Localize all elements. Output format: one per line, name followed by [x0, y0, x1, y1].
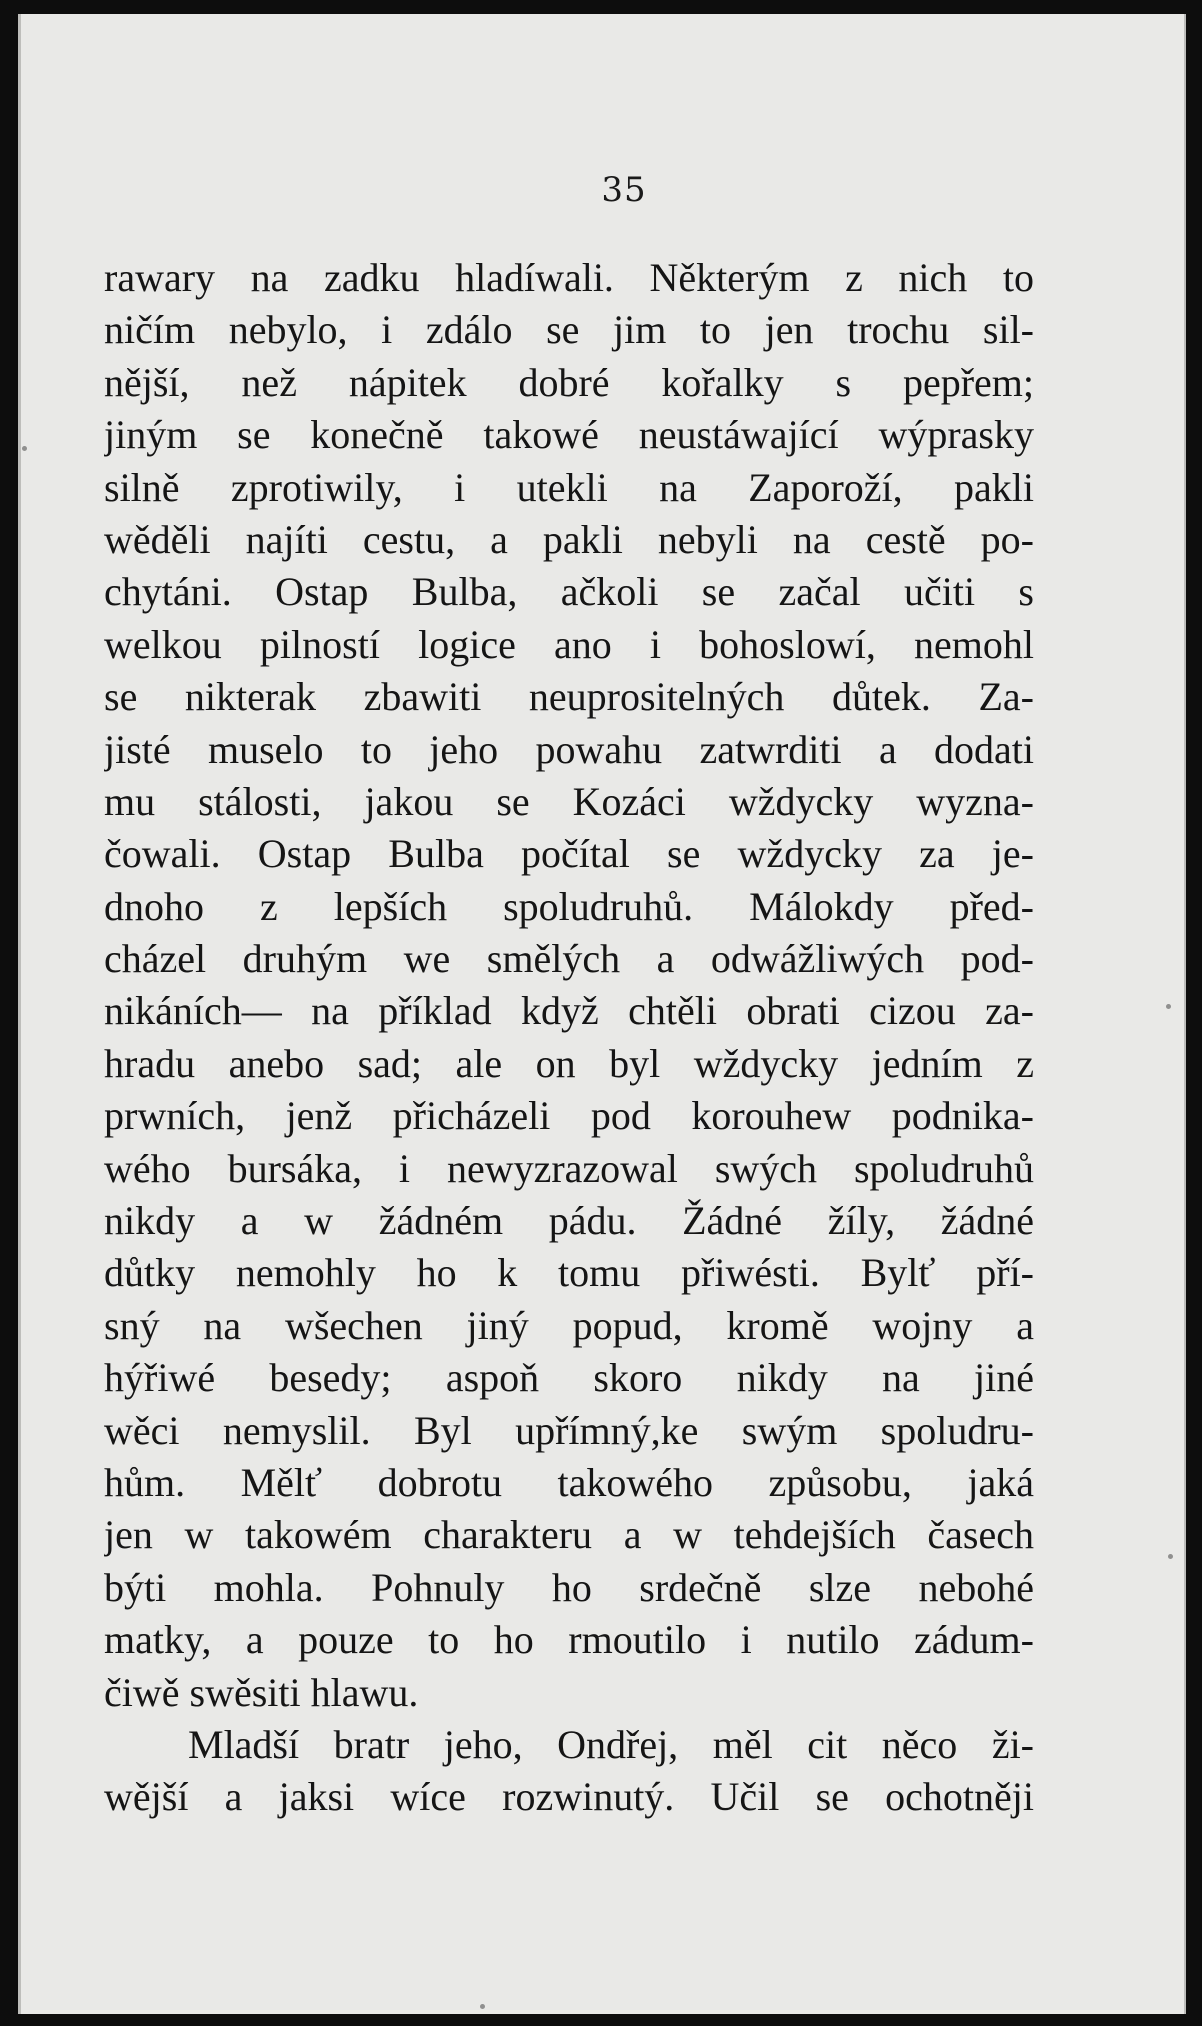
text-line: sný na wšechen jiný popud, kromě wojny a	[104, 1302, 1034, 1348]
scan-speck	[1166, 1004, 1171, 1009]
text-line: se nikterak zbawiti neuprositelných důtek. Za-	[104, 674, 1034, 720]
text-line: mu stálosti, jakou se Kozáci wždycky wyzna-	[104, 778, 1034, 824]
text-line: prwních, jenž přicházeli pod korouhew podnika-	[104, 1093, 1034, 1139]
text-line: hům. Mělť dobrotu takowého způsobu, jaká	[104, 1459, 1034, 1505]
text-line: rawary na zadku hladíwali. Některým z nich to	[104, 255, 1034, 300]
text-line: chytáni. Ostap Bulba, ačkoli se začal učiti s	[104, 569, 1034, 615]
text-line: Mladší bratr jeho, Ondřej, měl cit něco ži-	[188, 1721, 1034, 1767]
page-number: 35	[601, 170, 647, 210]
text-line: nikdy a w žádném pádu. Žádné žíly, žádné	[104, 1198, 1034, 1244]
text-line: důtky nemohly ho k tomu přiwésti. Bylť pří-	[104, 1250, 1034, 1296]
text-line: čiwě swěsiti hlawu.	[104, 1669, 419, 1715]
text-line: cházel druhým we smělých a odwážliwých pod-	[104, 936, 1034, 982]
text-line: silně zprotiwily, i utekli na Zaporoží, pakli	[104, 464, 1034, 510]
text-line: býti mohla. Pohnuly ho srdečně slze nebohé	[104, 1564, 1034, 1610]
text-line: wého bursáka, i newyzrazowal swých spoludruhů	[104, 1145, 1034, 1191]
scan-speck	[1168, 1554, 1173, 1559]
body-text	[104, 252, 1034, 1824]
text-line: nější, než nápitek dobré kořalky s pepřem;	[104, 359, 1034, 405]
text-line: jisté muselo to jeho powahu zatwrditi a dodati	[104, 726, 1034, 772]
scan-speck	[480, 2004, 485, 2009]
text-line: ničím nebylo, i zdálo se jim to jen trochu sil-	[104, 307, 1034, 353]
text-line: wěděli najíti cestu, a pakli nebyli na cestě po-	[104, 516, 1034, 562]
text-line: hýřiwé besedy; aspoň skoro nikdy na jiné	[104, 1355, 1034, 1401]
scan-speck	[22, 446, 27, 451]
text-line: welkou pilností logice ano i bohoslowí, nemohl	[104, 621, 1034, 667]
text-line: wěci nemyslil. Byl upřímný,ke swým spoludru-	[104, 1407, 1034, 1453]
text-line: hradu anebo sad; ale on byl wždycky jedním z	[104, 1040, 1034, 1086]
text-line: wější a jaksi wíce rozwinutý. Učil se ochotněji	[104, 1774, 1034, 1820]
text-line: čowali. Ostap Bulba počítal se wždycky za je-	[104, 831, 1034, 877]
text-line: matky, a pouze to ho rmoutilo i nutilo zádum-	[104, 1617, 1034, 1663]
text-line: jen w takowém charakteru a w tehdejších časech	[104, 1512, 1034, 1558]
text-line: nikáních— na příklad když chtěli obrati cizou za-	[104, 988, 1034, 1034]
scan-edge	[18, 14, 21, 2014]
text-line: dnoho z lepších spoludruhů. Málokdy před-	[104, 883, 1034, 929]
book-page	[18, 14, 1186, 2014]
text-line: jiným se konečně takowé neustáwající wýprasky	[104, 412, 1034, 458]
